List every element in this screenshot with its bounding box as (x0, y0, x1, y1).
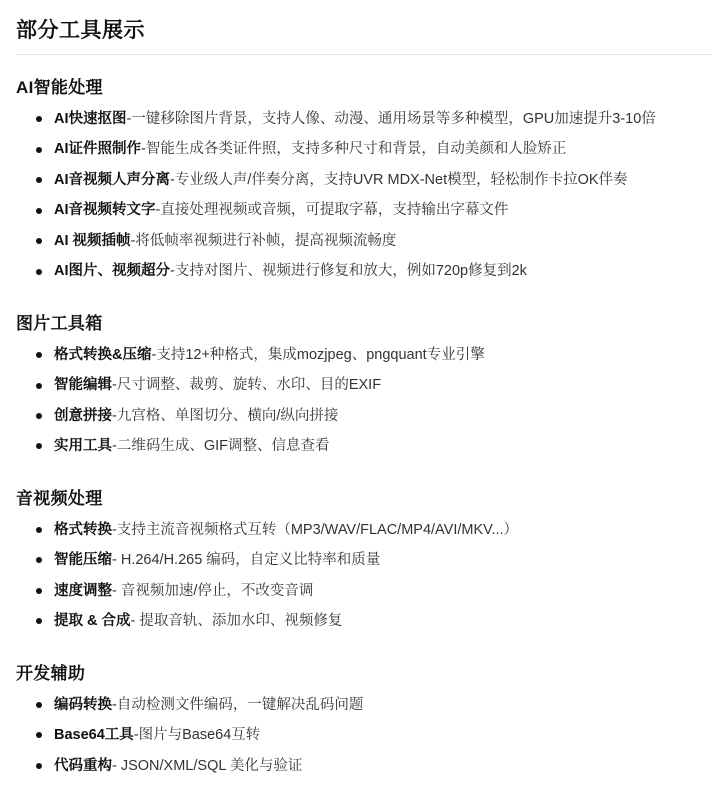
feature-description: - 音视频加速/停止，不改变音调 (112, 582, 314, 599)
list-item (34, 720, 712, 750)
list-item (34, 134, 712, 164)
feature-description: -图片与Base64互转 (133, 727, 261, 744)
feature-description: -尺寸调整、裁剪、旋转、水印、目的EXIF (112, 377, 382, 394)
bullet-dot-icon (36, 147, 42, 153)
feature-description: -支持对图片、视频进行修复和放大，例如720p修复到2k (170, 263, 527, 280)
bullet-dot-icon (36, 763, 42, 769)
bullet-dot-icon (36, 238, 42, 244)
feature-list (14, 690, 712, 781)
feature-description: - H.264/H.265 编码，自定义比特率和质量 (112, 552, 381, 569)
bullet-dot-icon (36, 588, 42, 594)
list-item (34, 195, 712, 225)
feature-description: -专业级人声/伴奏分离，支持UVR MDX-Net模型，轻松制作卡拉OK伴奏 (170, 171, 628, 188)
feature-name: 格式转换&压缩 (54, 346, 152, 363)
bullet-dot-icon (36, 527, 42, 533)
feature-description: -支持主流音视频格式互转（MP3/WAV/FLAC/MP4/AVI/MKV...） (112, 521, 519, 538)
feature-name: 编码转换 (54, 696, 112, 713)
feature-description: - 提取音轨、添加水印、视频修复 (130, 613, 343, 630)
feature-list (14, 104, 712, 287)
bullet-dot-icon (36, 443, 42, 449)
list-item (34, 226, 712, 256)
feature-name: 提取 & 合成 (54, 613, 131, 630)
list-item (34, 431, 712, 461)
bullet-dot-icon (36, 177, 42, 183)
feature-name: AI 视频插帧 (54, 232, 131, 249)
feature-name: 格式转换 (54, 521, 112, 538)
feature-description: -自动检测文件编码，一键解决乱码问题 (112, 696, 364, 713)
feature-list (14, 515, 712, 637)
bullet-dot-icon (36, 732, 42, 738)
feature-description: -支持12+种格式，集成mozjpeg、pngquant专业引擎 (151, 346, 485, 363)
feature-name: Base64工具 (54, 727, 134, 744)
bullet-dot-icon (36, 618, 42, 624)
feature-list (14, 340, 712, 462)
feature-name: 智能编辑 (54, 377, 112, 394)
bullet-dot-icon (36, 702, 42, 708)
section-title: 音视频处理 (16, 488, 103, 508)
feature-description: -二维码生成、GIF调整、信息查看 (112, 438, 330, 455)
feature-name: AI证件照制作 (54, 141, 141, 158)
feature-name: AI快速抠图 (54, 111, 127, 127)
feature-description: -智能生成各类证件照，支持多种尺寸和背景，自动美颜和人脸矫正 (141, 141, 567, 158)
feature-name: 代码重构 (54, 757, 112, 774)
sections-container (14, 73, 712, 781)
section (14, 484, 712, 637)
list-item (34, 690, 712, 720)
list-item (34, 104, 712, 134)
list-item (34, 515, 712, 545)
section-title: 图片工具箱 (16, 313, 103, 333)
list-item (34, 576, 712, 606)
feature-name: AI音视频转文字 (54, 202, 156, 219)
feature-description: -一键移除图片背景，支持人像、动漫、通用场景等多种模型，GPU加速提升3-10倍 (126, 111, 656, 127)
feature-name: 智能压缩 (54, 552, 112, 569)
bullet-dot-icon (36, 352, 42, 358)
bullet-dot-icon (36, 557, 42, 563)
bullet-dot-icon (36, 116, 42, 122)
list-item (34, 256, 712, 286)
feature-name: AI图片、视频超分 (54, 263, 170, 280)
list-item (34, 401, 712, 431)
list-item (34, 545, 712, 575)
bullet-dot-icon (36, 208, 42, 214)
section-title: AI智能处理 (16, 78, 103, 97)
list-item (34, 165, 712, 195)
feature-description: -直接处理视频或音频，可提取字幕，支持输出字幕文件 (155, 202, 509, 219)
list-item (34, 340, 712, 370)
list-item (34, 606, 712, 636)
feature-name: 实用工具 (54, 438, 112, 455)
feature-description: - JSON/XML/SQL 美化与验证 (112, 757, 303, 774)
section (14, 309, 712, 462)
list-item (34, 751, 712, 781)
section-title: 开发辅助 (16, 663, 86, 683)
feature-name: 速度调整 (54, 582, 112, 599)
bullet-dot-icon (36, 269, 42, 275)
section (14, 73, 712, 287)
feature-name: AI音视频人声分离 (54, 171, 170, 188)
list-item (34, 370, 712, 400)
page-title: 部分工具展示 (16, 14, 712, 55)
feature-description: -九宫格、单图切分、横向/纵向拼接 (112, 407, 339, 424)
section (14, 659, 712, 781)
bullet-dot-icon (36, 383, 42, 389)
feature-name: 创意拼接 (54, 407, 112, 424)
feature-description: -将低帧率视频进行补帧，提高视频流畅度 (130, 232, 397, 249)
bullet-dot-icon (36, 413, 42, 419)
